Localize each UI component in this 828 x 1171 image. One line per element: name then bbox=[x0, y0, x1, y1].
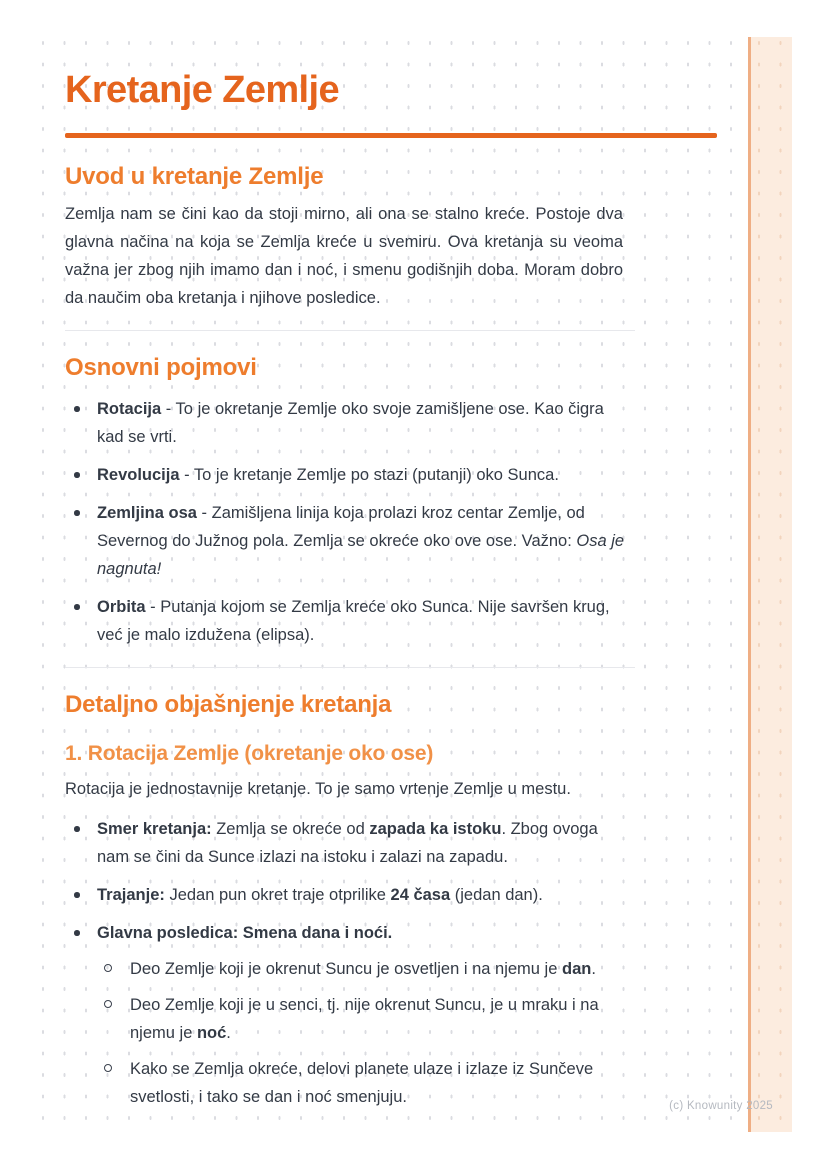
term-label: Glavna posledica: Smena dana i noći. bbox=[97, 924, 393, 942]
rotation-subheading: 1. Rotacija Zemlje (okretanje oko ose) bbox=[65, 742, 434, 765]
notebook-sheet bbox=[40, 37, 792, 1132]
section-divider bbox=[65, 667, 635, 668]
sub-text: Deo Zemlje koji je okrenut Suncu je osvetljen i na njemu je bbox=[130, 960, 562, 978]
term-note-italic: Osa je nagnuta! bbox=[97, 532, 625, 578]
rotation-paragraph: Rotacija je jednostavnije kretanje. To je samo vrtenje Zemlje u mestu. bbox=[65, 780, 571, 798]
intro-paragraph: Zemlja nam se čini kao da stoji mirno, ali ona se stalno kreće. Postoje dva glavna načina na koja se Zemlja kreće u svemiru. Ova kretanja su veoma važna jer zbog njih imamo dan i noć, i smenu godišnjih doba. Moram dobro da naučim oba kretanja i njihove posledice. bbox=[65, 205, 623, 307]
sub-text: Kako se Zemlja okreće, delovi planete ulaze i izlaze iz Sunčeve svetlosti, i tako se dan i noć smenjuju. bbox=[130, 1060, 594, 1106]
term-label: Orbita bbox=[97, 598, 146, 616]
section-divider bbox=[65, 330, 635, 331]
list-item-zemljina-osa bbox=[65, 499, 625, 583]
term-definition: Jedan pun okret traje otprilike bbox=[164, 886, 391, 904]
sub-text: . bbox=[591, 960, 596, 978]
list-item-trajanje bbox=[65, 881, 625, 909]
term-label: Zemljina osa bbox=[97, 504, 197, 522]
page-title: Kretanje Zemlje bbox=[65, 69, 339, 111]
emphasis-text: zapada ka istoku bbox=[369, 820, 502, 838]
list-item-revolucija bbox=[65, 461, 625, 489]
term-label: Trajanje: bbox=[97, 886, 165, 904]
sub-list-item-noc bbox=[97, 991, 625, 1047]
term-definition: - To je kretanje Zemlje po stazi (putanji) oko Sunca. bbox=[179, 466, 559, 484]
details-heading: Detaljno objašnjenje kretanja bbox=[65, 691, 392, 718]
term-definition: - Zamišljena linija koja prolazi kroz centar Zemlje, od Severnog do Južnog pola. Zemlja se okreće oko ove ose. Važno: bbox=[97, 504, 585, 550]
sub-list-item-smenjivanje bbox=[97, 1055, 625, 1111]
emphasis-text: dan bbox=[561, 960, 592, 978]
term-definition: (jedan dan). bbox=[450, 886, 543, 904]
basics-list bbox=[65, 395, 625, 649]
term-definition: - Putanja kojom se Zemlja kreće oko Sunca. Nije savršen krug, već je malo izdužena (elipsa). bbox=[97, 598, 610, 644]
term-label: Rotacija bbox=[97, 400, 162, 418]
term-label: Revolucija bbox=[97, 466, 180, 484]
list-item-rotacija bbox=[65, 395, 625, 451]
title-underline bbox=[65, 133, 717, 138]
emphasis-text: noć bbox=[196, 1024, 227, 1042]
basics-heading: Osnovni pojmovi bbox=[65, 354, 257, 381]
list-item-smer-kretanja bbox=[65, 815, 625, 871]
list-item-glavna-posledica bbox=[65, 919, 625, 1111]
emphasis-text: 24 časa bbox=[390, 886, 451, 904]
list-item-orbita bbox=[65, 593, 625, 649]
intro-heading: Uvod u kretanje Zemlje bbox=[65, 163, 324, 190]
term-definition: - To je okretanje Zemlje oko svoje zamišljene ose. Kao čigra kad se vrti. bbox=[97, 400, 604, 446]
accent-stripe bbox=[748, 37, 792, 1132]
sub-text: Deo Zemlje koji je u senci, tj. nije okrenut Suncu, je u mraku i na njemu je bbox=[130, 996, 599, 1042]
sub-text: . bbox=[226, 1024, 231, 1042]
footer-credit: (c) Knowunity 2025 bbox=[669, 1100, 773, 1112]
term-label: Smer kretanja: bbox=[97, 820, 212, 838]
consequences-sublist bbox=[97, 955, 625, 1111]
page-content bbox=[65, 37, 717, 1121]
rotation-list bbox=[65, 815, 625, 1111]
term-definition: Zemlja se okreće od bbox=[211, 820, 370, 838]
term-definition: . Zbog ovoga nam se čini da Sunce izlazi na istoku i zalazi na zapadu. bbox=[97, 820, 598, 866]
sub-list-item-dan bbox=[97, 955, 625, 983]
